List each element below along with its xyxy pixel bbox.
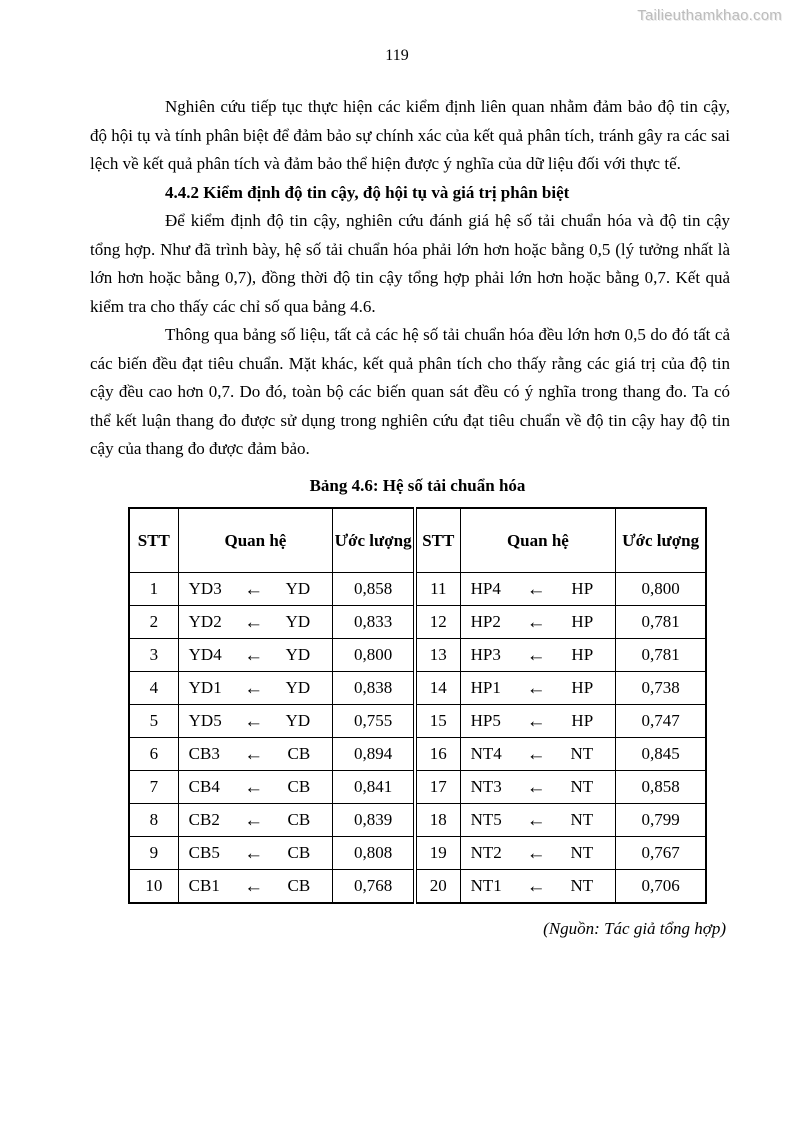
table-source-note: (Nguồn: Tác giả tổng hợp) — [543, 919, 726, 938]
estimate-cell: 0,841 — [333, 771, 415, 804]
estimate-cell: 0,839 — [333, 804, 415, 837]
stt-cell: 19 — [415, 837, 460, 870]
left-arrow-icon: ← — [244, 875, 264, 897]
stt-cell: 8 — [129, 804, 178, 837]
stt-cell: 14 — [415, 672, 460, 705]
relation-from: HP4 — [470, 578, 501, 598]
estimate-cell: 0,747 — [616, 705, 706, 738]
stt-cell: 17 — [415, 771, 460, 804]
relation-to: HP — [571, 644, 594, 664]
relation-to: NT — [570, 809, 594, 829]
relation-from: YD3 — [188, 578, 222, 598]
left-arrow-icon: ← — [526, 875, 546, 897]
relation-from: YD1 — [188, 677, 222, 697]
stt-cell: 7 — [129, 771, 178, 804]
stt-cell: 11 — [415, 573, 460, 606]
left-arrow-icon: ← — [244, 743, 264, 765]
relation-to: YD — [285, 710, 311, 730]
left-arrow-icon: ← — [244, 677, 264, 699]
left-arrow-icon: ← — [244, 842, 264, 864]
estimate-cell: 0,767 — [616, 837, 706, 870]
stt-cell: 6 — [129, 738, 178, 771]
relation-cell — [460, 705, 616, 738]
table-row — [129, 738, 706, 771]
left-arrow-icon: ← — [526, 710, 546, 732]
relation-to: CB — [287, 743, 311, 763]
relation-from: NT1 — [470, 875, 502, 895]
relation-from: NT4 — [470, 743, 502, 763]
stt-cell: 13 — [415, 639, 460, 672]
relation-to: CB — [287, 842, 311, 862]
left-arrow-icon: ← — [526, 611, 546, 633]
relation-to: YD — [285, 644, 311, 664]
table-row — [129, 672, 706, 705]
relation-from: YD4 — [188, 644, 222, 664]
left-arrow-icon: ← — [526, 776, 546, 798]
relation-cell — [178, 771, 333, 804]
left-arrow-icon: ← — [526, 743, 546, 765]
loadings-table — [128, 507, 707, 904]
header-estimate: Ước lượng — [333, 508, 415, 573]
estimate-cell: 0,838 — [333, 672, 415, 705]
relation-to: YD — [285, 578, 311, 598]
relation-from: CB2 — [188, 809, 220, 829]
left-arrow-icon: ← — [526, 842, 546, 864]
stt-cell: 18 — [415, 804, 460, 837]
left-arrow-icon: ← — [244, 809, 264, 831]
relation-from: CB3 — [188, 743, 220, 763]
relation-from: NT2 — [470, 842, 502, 862]
estimate-cell: 0,808 — [333, 837, 415, 870]
relation-to: NT — [570, 875, 594, 895]
estimate-cell: 0,738 — [616, 672, 706, 705]
relation-to: CB — [287, 776, 311, 796]
estimate-cell: 0,894 — [333, 738, 415, 771]
relation-cell — [178, 672, 333, 705]
table-head — [129, 508, 706, 573]
header-row — [129, 508, 706, 573]
relation-cell — [460, 573, 616, 606]
relation-cell — [460, 738, 616, 771]
page-number: 119 — [385, 47, 409, 64]
relation-cell — [178, 573, 333, 606]
relation-to: HP — [571, 710, 594, 730]
estimate-cell: 0,858 — [616, 771, 706, 804]
relation-cell — [460, 870, 616, 904]
left-arrow-icon: ← — [526, 677, 546, 699]
estimate-cell: 0,781 — [616, 639, 706, 672]
left-arrow-icon: ← — [244, 644, 264, 666]
relation-to: HP — [571, 677, 594, 697]
relation-from: CB5 — [188, 842, 220, 862]
stt-cell: 3 — [129, 639, 178, 672]
left-arrow-icon: ← — [526, 644, 546, 666]
table-row — [129, 606, 706, 639]
header-stt: STT — [415, 508, 460, 573]
relation-cell — [460, 672, 616, 705]
stt-cell: 20 — [415, 870, 460, 904]
relation-cell — [178, 837, 333, 870]
estimate-cell: 0,800 — [333, 639, 415, 672]
relation-cell — [178, 639, 333, 672]
relation-cell — [460, 837, 616, 870]
stt-cell: 16 — [415, 738, 460, 771]
estimate-cell: 0,800 — [616, 573, 706, 606]
header-estimate: Ước lượng — [616, 508, 706, 573]
relation-to: HP — [571, 578, 594, 598]
paragraph-method: Để kiểm định độ tin cậy, nghiên cứu đánh giá hệ số tải chuẩn hóa và độ tin cậy tổng hợp. Như đã trình bày, hệ số tải chuẩn hóa phải lớn hơn hoặc bằng 0,5 (lý tưởng nhất là lớn hơn hoặc bằng 0,7), đồng thời độ tin cậy tổng hợp phải lớn hơn hoặc bằng 0,7. Kết quả kiểm tra cho thấy các chỉ số qua bảng 4.6. — [90, 211, 730, 316]
header-stt: STT — [129, 508, 178, 573]
relation-cell — [460, 639, 616, 672]
table-row — [129, 771, 706, 804]
stt-cell: 15 — [415, 705, 460, 738]
left-arrow-icon: ← — [526, 809, 546, 831]
relation-from: NT5 — [470, 809, 502, 829]
stt-cell: 2 — [129, 606, 178, 639]
estimate-cell: 0,845 — [616, 738, 706, 771]
stt-cell: 10 — [129, 870, 178, 904]
paragraph-result: Thông qua bảng số liệu, tất cả các hệ số tải chuẩn hóa đều lớn hơn 0,5 do đó tất cả các biến đều đạt tiêu chuẩn. Mặt khác, kết quả phân tích cho thấy rằng các giá trị của độ tin cậy đều cao hơn 0,7. Do đó, toàn bộ các biến quan sát đều có ý nghĩa trong thang đo. Ta có thể kết luận thang đo được sử dụng trong nghiên cứu đạt tiêu chuẩn về độ tin cậy hay độ tin cậy của thang đo được đảm bảo. — [90, 325, 730, 458]
relation-from: NT3 — [470, 776, 502, 796]
left-arrow-icon: ← — [244, 776, 264, 798]
relation-from: CB4 — [188, 776, 220, 796]
relation-to: YD — [285, 611, 311, 631]
estimate-cell: 0,706 — [616, 870, 706, 904]
relation-cell — [178, 804, 333, 837]
site-watermark: Tailieuthamkhao.com — [637, 7, 782, 24]
stt-cell: 12 — [415, 606, 460, 639]
relation-to: NT — [570, 842, 594, 862]
table-body — [129, 573, 706, 904]
page-content — [90, 93, 730, 944]
relation-cell — [178, 738, 333, 771]
relation-cell — [460, 606, 616, 639]
relation-from: HP5 — [470, 710, 501, 730]
table-row — [129, 804, 706, 837]
table-row — [129, 639, 706, 672]
relation-to: NT — [570, 743, 594, 763]
relation-from: HP2 — [470, 611, 501, 631]
estimate-cell: 0,858 — [333, 573, 415, 606]
left-arrow-icon: ← — [244, 611, 264, 633]
section-heading: 4.4.2 Kiểm định độ tin cậy, độ hội tụ và giá trị phân biệt — [165, 182, 570, 202]
table-row — [129, 573, 706, 606]
left-arrow-icon: ← — [244, 578, 264, 600]
paragraph-intro: Nghiên cứu tiếp tục thực hiện các kiểm định liên quan nhằm đảm bảo độ tin cậy, độ hội tụ và tính phân biệt để đảm bảo sự chính xác của kết quả phân tích, tránh gây ra các sai lệch về kết quả phân tích và đảm bảo thể hiện được ý nghĩa của dữ liệu đối với thực tế. — [90, 97, 730, 173]
relation-to: CB — [287, 809, 311, 829]
stt-cell: 1 — [129, 573, 178, 606]
stt-cell: 9 — [129, 837, 178, 870]
relation-to: HP — [571, 611, 594, 631]
table-row — [129, 837, 706, 870]
stt-cell: 5 — [129, 705, 178, 738]
stt-cell: 4 — [129, 672, 178, 705]
table-row — [129, 870, 706, 904]
header-relation: Quan hệ — [178, 508, 333, 573]
relation-from: HP1 — [470, 677, 501, 697]
relation-to: YD — [285, 677, 311, 697]
estimate-cell: 0,799 — [616, 804, 706, 837]
relation-from: HP3 — [470, 644, 501, 664]
table-caption: Bảng 4.6: Hệ số tải chuẩn hóa — [309, 475, 526, 495]
left-arrow-icon: ← — [526, 578, 546, 600]
relation-cell — [178, 705, 333, 738]
table-block — [128, 472, 707, 905]
estimate-cell: 0,833 — [333, 606, 415, 639]
relation-to: NT — [570, 776, 594, 796]
relation-cell — [460, 771, 616, 804]
relation-from: YD5 — [188, 710, 222, 730]
left-arrow-icon: ← — [244, 710, 264, 732]
header-relation: Quan hệ — [460, 508, 616, 573]
estimate-cell: 0,768 — [333, 870, 415, 904]
relation-to: CB — [287, 875, 311, 895]
relation-cell — [178, 870, 333, 904]
relation-from: CB1 — [188, 875, 220, 895]
table-row — [129, 705, 706, 738]
estimate-cell: 0,781 — [616, 606, 706, 639]
relation-cell — [178, 606, 333, 639]
relation-cell — [460, 804, 616, 837]
estimate-cell: 0,755 — [333, 705, 415, 738]
relation-from: YD2 — [188, 611, 222, 631]
